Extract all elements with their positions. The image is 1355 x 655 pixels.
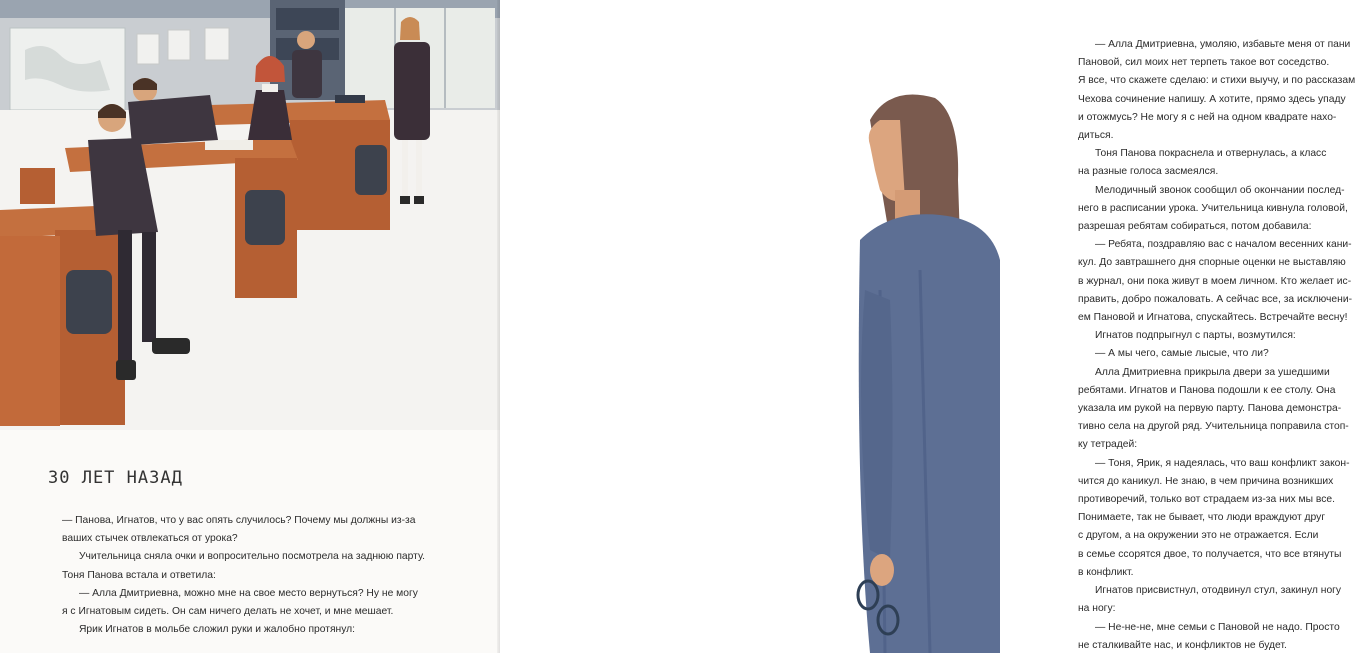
paragraph-line: кул. До завтрашнего дня спорные оценки не выставляю — [1078, 257, 1346, 269]
paragraph-line: на ногу: — [1078, 603, 1116, 615]
paragraph-line: ребятами. Игнатов и Панова подошли к ее столу. Она — [1078, 384, 1336, 396]
paragraph-line: — Тоня, Ярик, я надеялась, что ваш конфликт закон- — [1095, 457, 1350, 469]
paragraph-line: Чехова сочинение напишу. А хотите, прямо здесь упаду — [1078, 93, 1346, 105]
paragraph-line: указала им рукой на первую парту. Панова демонстра- — [1078, 403, 1342, 415]
paragraph-line: — Ребята, поздравляю вас с началом весенних кани- — [1095, 239, 1352, 251]
paragraph-line: в семье ссорятся двое, то получается, что все втянуты — [1078, 548, 1342, 560]
paragraph-line: править, добро пожаловать. А сейчас все, за исключени- — [1078, 293, 1353, 305]
chapter-heading: 30 ЛЕТ НАЗАД — [48, 468, 183, 488]
paragraph-line: него в расписании урока. Учительница кивнула головой, — [1078, 202, 1348, 214]
paragraph-line: на разные голоса засмеялся. — [1078, 166, 1219, 178]
paragraph-line: Тоня Панова встала и ответила: — [62, 569, 216, 581]
paragraph-line: Пановой, сил моих нет терпеть такое вот соседство. — [1078, 57, 1330, 69]
paragraph-line: ваших стычек отвлекаться от урока? — [62, 533, 238, 545]
right-page — [500, 0, 1355, 653]
paragraph-line: разрешая ребятам собираться, потом добавила: — [1078, 221, 1312, 233]
paragraph-line: Понимаете, так не бывает, что люди враждуют друг — [1078, 512, 1326, 524]
paragraph-line: Тоня Панова покраснела и отвернулась, а класс — [1095, 148, 1327, 160]
paragraph-line: — Не-не-не, мне семьи с Пановой не надо. Просто — [1095, 621, 1340, 633]
paragraph-line: противоречий, только вот страдаем из-за них мы все. — [1078, 494, 1335, 506]
paragraph-line: в журнал, они пока живут в моем личном. Кто желает ис- — [1078, 275, 1352, 287]
paragraph-line: в конфликт. — [1078, 566, 1134, 578]
paragraph-line: ем Пановой и Игнатова, спускайтесь. Встречайте весну! — [1078, 312, 1348, 324]
paragraph-line: Алла Дмитриевна прикрыла двери за ушедшими — [1095, 366, 1330, 378]
paragraph-line: — А мы чего, самые лысые, что ли? — [1095, 348, 1269, 360]
paragraph-line: диться. — [1078, 130, 1114, 142]
paragraph-line: Ярик Игнатов в мольбе сложил руки и жалобно протянул: — [79, 624, 356, 636]
left-page-text — [62, 512, 467, 639]
paragraph-line: я с Игнатовым сидеть. Он сам ничего делать не хочет, и мне мешает. — [62, 606, 394, 618]
paragraph-line: Игнатов присвистнул, отодвинул стул, закинул ногу — [1095, 585, 1342, 597]
paragraph-line: — Панова, Игнатов, что у вас опять случилось? Почему мы должны из-за — [62, 515, 416, 526]
paragraph-line: не сталкивайте нас, и конфликтов не будет. — [1078, 639, 1287, 651]
teacher-illustration — [850, 90, 1000, 653]
paragraph-line: — Алла Дмитриевна, можно мне на свое место вернуться? Ну не могу — [79, 587, 418, 599]
classroom-illustration — [0, 0, 500, 430]
paragraph-line: Мелодичный звонок сообщил об окончании послед- — [1095, 184, 1345, 196]
left-page — [0, 0, 500, 653]
paragraph-line: Игнатов подпрыгнул с парты, возмутился: — [1095, 330, 1296, 342]
paragraph-line: Я все, что скажете сделаю: и стихи выучу, и по рассказам — [1078, 75, 1355, 87]
right-page-text — [1078, 36, 1353, 655]
paragraph-line: Учительница сняла очки и вопросительно посмотрела на заднюю парту. — [79, 551, 425, 563]
paragraph-line: тивно села на другой ряд. Учительница поправила стоп- — [1078, 421, 1349, 433]
paragraph-line: ку тетрадей: — [1078, 439, 1138, 451]
paragraph-line: с другом, а на окружении это не отражается. Если — [1078, 530, 1319, 542]
paragraph-line: — Алла Дмитриевна, умоляю, избавьте меня от пани — [1095, 39, 1351, 50]
paragraph-line: чится до каникул. Не знаю, в чем причина возникших — [1078, 475, 1334, 487]
paragraph-line: и отожмусь? Не могу я с ней на одном квадрате нахо- — [1078, 111, 1337, 123]
